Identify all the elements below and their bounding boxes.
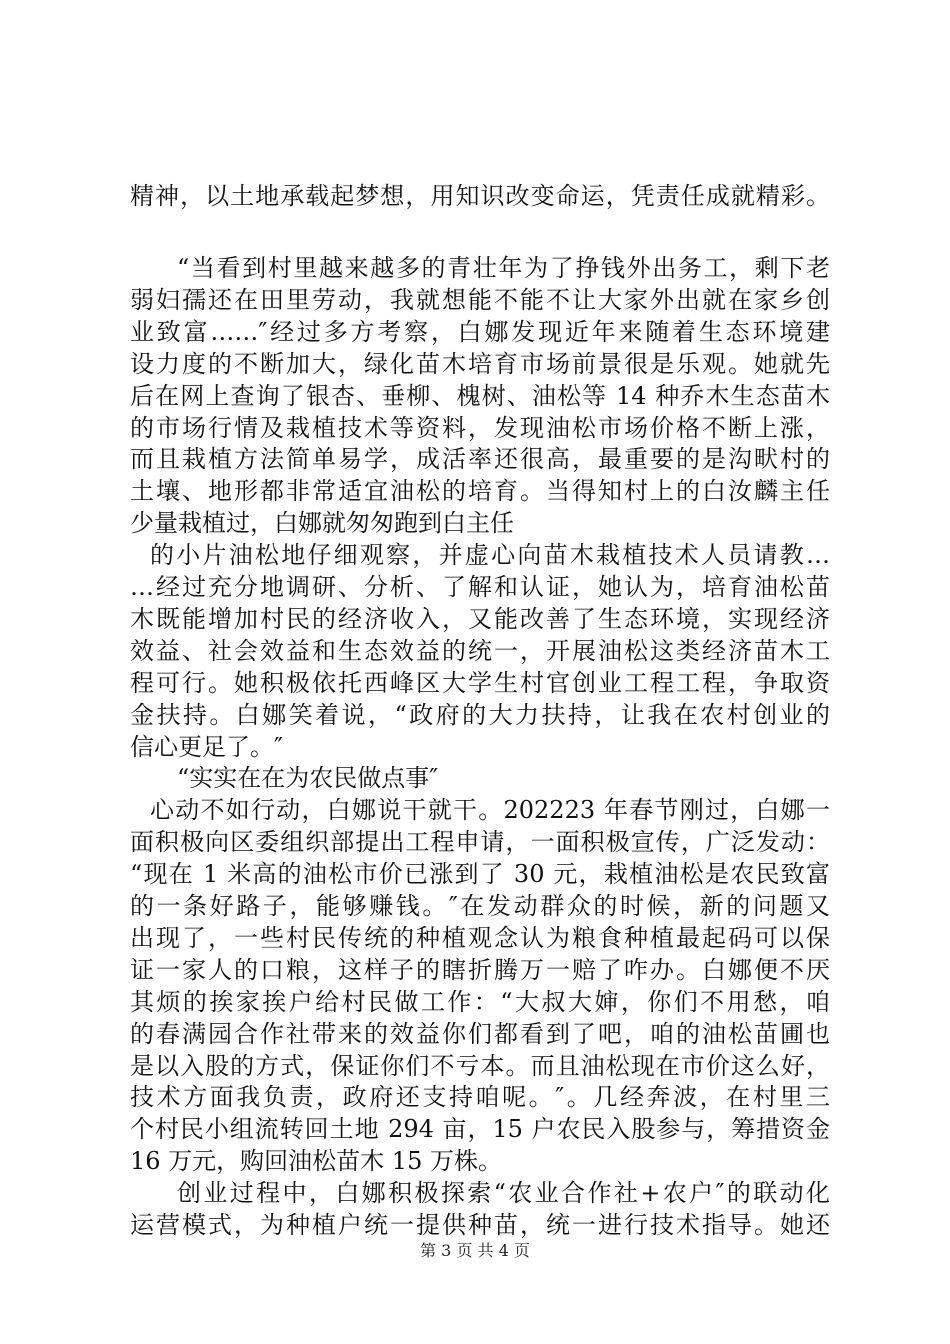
text-line: 的春满园合作社带来的效益你们都看到了吧，咱的油松苗圃也	[130, 1020, 830, 1048]
paragraph-first-line: 心动不如行动，白娜说干就干。202223 年春节刚过，白娜一	[150, 796, 830, 824]
text-line: 16 万元，购回油松苗木 15 万株。	[130, 1147, 502, 1175]
section-heading: “实实在在为农民做点事″	[177, 764, 439, 792]
text-line: 程可行。她积极依托西峰区大学生村官创业工程工程，争取资	[130, 669, 830, 697]
text-line: 的市场行情及栽植技术等资料，发现油松市场价格不断上涨，	[130, 414, 830, 442]
text-line: 面积极向区委组织部提出工程申请，一面积极宣传，广泛发动：	[130, 828, 830, 856]
text-line: 金扶持。白娜笑着说，“政府的大力扶持，让我在农村创业的	[130, 701, 830, 729]
text-line: 设力度的不断加大，绿化苗木培育市场前景很是乐观。她就先	[130, 350, 830, 378]
page-footer: 第 3 页 共 4 页	[420, 1241, 530, 1260]
paragraph-first-line: “当看到村里越来越多的青壮年为了挣钱外出务工，剩下老	[177, 254, 830, 282]
text-line: 少量栽植过，白娜就匆匆跑到白主任	[130, 509, 514, 537]
text-line: …经过充分地调研、分析、了解和认证，她认为，培育油松苗	[130, 573, 830, 601]
paragraph-first-line: 的小片油松地仔细观察，并虚心向苗木栽植技术人员请教…	[150, 541, 830, 569]
text-line: 技术方面我负责，政府还支持咱呢。″。几经奔波，在村里三	[130, 1083, 830, 1111]
text-line: “现在 1 米高的油松市价已涨到了 30 元，栽植油松是农民致富	[130, 860, 830, 888]
text-line: 土壤、地形都非常适宜油松的培育。当得知村上的白汝麟主任	[130, 477, 830, 505]
text-line: 而且栽植方法简单易学，成活率还很高，最重要的是沟畎村的	[130, 445, 830, 473]
text-line: 运营模式，为种植户统一提供种苗，统一进行技术指导。她还	[130, 1211, 830, 1239]
text-line: 出现了，一些村民传统的种植观念认为粮食种植最起码可以保	[130, 924, 830, 952]
text-line: 效益、社会效益和生态效益的统一，开展油松这类经济苗木工	[130, 637, 830, 665]
paragraph-first-line: 创业过程中，白娜积极探索“农业合作社+农户″的联动化	[177, 1179, 830, 1207]
text-line: 精神，以土地承载起梦想，用知识改变命运，凭责任成就精彩。	[130, 182, 830, 210]
text-line: 证一家人的口粮，这样子的瞎折腾万一赔了咋办。白娜便不厌	[130, 956, 830, 984]
text-line: 业致富……″经过多方考察，白娜发现近年来随着生态环境建	[130, 318, 830, 346]
text-line: 其烦的挨家挨户给村民做工作：“大叔大婶，你们不用愁，咱	[130, 988, 830, 1016]
text-line: 木既能增加村民的经济收入，又能改善了生态环境，实现经济	[130, 605, 830, 633]
text-line: 的一条好路子，能够赚钱。″在发动群众的时候，新的问题又	[130, 892, 830, 920]
text-line: 信心更足了。″	[130, 733, 283, 761]
text-line: 个村民小组流转回土地 294 亩，15 户农民入股参与，筹措资金	[130, 1115, 830, 1143]
text-line: 弱妇孺还在田里劳动，我就想能不能不让大家外出就在家乡创	[130, 286, 830, 314]
text-line: 后在网上查询了银杏、垂柳、槐树、油松等 14 种乔木生态苗木	[130, 382, 830, 410]
text-line: 是以入股的方式，保证你们不亏本。而且油松现在市价这么好，	[130, 1052, 830, 1080]
